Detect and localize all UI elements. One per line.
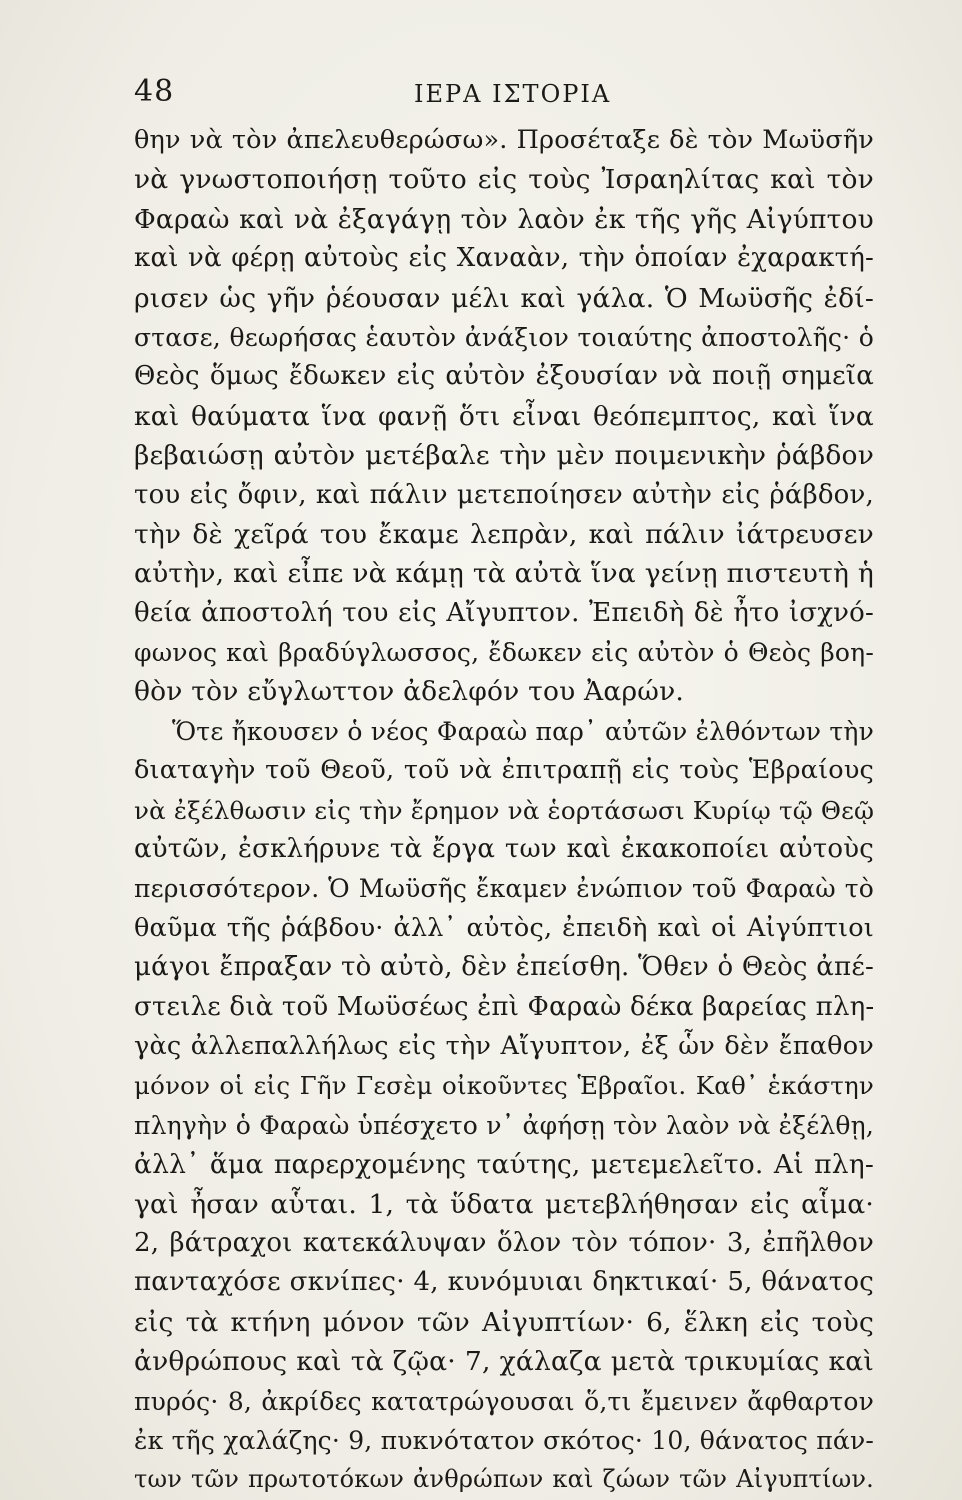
text-line: στειλε διὰ τοῦ Μωϋσέως ἐπὶ Φαραὼ δέκα βαρείας πλη- [134, 991, 875, 1022]
text-line: θὸν τὸν εὔγλωττον ἀδελφόν του Ἀαρών. [134, 676, 684, 708]
text-line: γαὶ ἦσαν αὗται. 1, τὰ ὕδατα μετεβλήθησαν εἰς αἷμα· [134, 1188, 874, 1220]
text-line: αὐτῶν, ἐσκλήρυνε τὰ ἔργα των καὶ ἐκακοποίει αὐτοὺς [134, 834, 874, 865]
text-line: βεβαιώσῃ αὐτὸν μετέβαλε τὴν μὲν ποιμενικὴν ῥάβδον [134, 440, 874, 472]
text-line: ἐκ τῆς χαλάζης· 9, πυκνότατον σκότος· 10, θάνατος πάν- [134, 1425, 874, 1455]
text-line: Ὅτε ἤκουσεν ὁ νέος Φαραὼ παρ᾽ αὐτῶν ἐλθόντων τὴν [172, 716, 874, 746]
text-line: του εἰς ὄφιν, καὶ πάλιν μετεποίησεν αὐτὴν εἰς ῥάβδον, [134, 479, 874, 510]
paragraph [134, 712, 874, 1500]
text-line: αὐτὴν, καὶ εἶπε νὰ κάμῃ τὰ αὐτὰ ἵνα γείνῃ πιστευτὴ ἡ [134, 558, 874, 590]
text-line: φωνος καὶ βραδύγλωσσος, ἔδωκεν εἰς αὐτὸν ὁ Θεὸς βοη- [134, 638, 874, 668]
page-number: 48 [134, 74, 175, 109]
text-line: των τῶν πρωτοτόκων ἀνθρώπων καὶ ζώων τῶν Αἰγυπτίων. [134, 1465, 874, 1494]
text-line: πανταχόσε σκνίπες· 4, κυνόμυιαι δηκτικαί· 5, θάνατος [134, 1267, 874, 1298]
text-line: ἀλλ᾽ ἅμα παρερχομένης ταύτης, μετεμελεῖτο. Αἱ πλη- [134, 1149, 874, 1181]
text-line: μόνον οἱ εἰς Γῆν Γεσὲμ οἰκοῦντες Ἑβραῖοι. Καθ᾽ ἑκάστην [134, 1071, 874, 1101]
body-text [134, 121, 874, 1500]
text-line: μάγοι ἔπραξαν τὸ αὐτὸ, δὲν ἐπείσθη. Ὅθεν ὁ Θεὸς ἀπέ- [134, 952, 874, 983]
text-line: καὶ θαύματα ἵνα φανῇ ὅτι εἶναι θεόπεμπτος, καὶ ἵνα [134, 400, 874, 432]
running-header [134, 72, 874, 116]
text-line: θεία ἀποστολή του εἰς Αἴγυπτον. Ἐπειδὴ δὲ ἦτο ἰσχνό- [134, 597, 874, 628]
text-line: πυρός· 8, ἀκρίδες κατατρώγουσαι ὅ,τι ἔμεινεν ἄφθαρτον [134, 1386, 874, 1416]
text-line: καὶ νὰ φέρῃ αὐτοὺς εἰς Χαναὰν, τὴν ὁποίαν ἐχαρακτή- [134, 243, 874, 274]
paragraph [134, 121, 874, 712]
text-line: γὰς ἀλλεπαλλήλως εἰς τὴν Αἴγυπτον, ἐξ ὧν δὲν ἔπαθον [134, 1030, 874, 1061]
text-line: θαῦμα τῆς ῥάβδου· ἀλλ᾽ αὐτὸς, ἐπειδὴ καὶ οἱ Αἰγύπτιοι [134, 912, 874, 943]
text-line: πληγὴν ὁ Φαραὼ ὑπέσχετο ν᾽ ἀφήσῃ τὸν λαὸν νὰ ἐξέλθῃ, [134, 1110, 874, 1140]
text-line: ρισεν ὡς γῆν ῥέουσαν μέλι καὶ γάλα. Ὁ Μωϋσῆς ἐδί- [134, 282, 874, 314]
text-line: 2, βάτραχοι κατεκάλυψαν ὅλον τὸν τόπον· 3, ἐπῆλθον [134, 1227, 874, 1258]
text-line: εἰς τὰ κτήνη μόνον τῶν Αἰγυπτίων· 6, ἕλκη εἰς τοὺς [134, 1306, 874, 1338]
text-line: νὰ ἐξέλθωσιν εἰς τὴν ἔρημον νὰ ἑορτάσωσι Κυρίῳ τῷ Θεῷ [134, 795, 875, 825]
running-title: ΙΕΡΑ ΙΣΤΟΡΙΑ [414, 80, 612, 108]
text-line: θην νὰ τὸν ἀπελευθερώσω». Προσέταξε δὲ τὸν Μωϋσῆν [134, 125, 874, 155]
text-line: ἀνθρώπους καὶ τὰ ζῷα· 7, χάλαζα μετὰ τρικυμίας καὶ [134, 1346, 874, 1378]
text-line: Θεὸς ὅμως ἔδωκεν εἰς αὐτὸν ἐξουσίαν νὰ ποιῇ σημεῖα [134, 361, 874, 392]
text-line: Φαραὼ καὶ νὰ ἐξαγάγῃ τὸν λαὸν ἐκ τῆς γῆς Αἰγύπτου [134, 203, 874, 235]
text-line: περισσότερον. Ὁ Μωϋσῆς ἔκαμεν ἐνώπιον τοῦ Φαραὼ τὸ [134, 874, 874, 904]
text-line: στασε, θεωρήσας ἑαυτὸν ἀνάξιον τοιαύτης ἀποστολῆς· ὁ [134, 322, 874, 352]
text-line: νὰ γνωστοποιήσῃ τοῦτο εἰς τοὺς Ἰσραηλίτας καὶ τὸν [134, 164, 874, 196]
text-line: διαταγὴν τοῦ Θεοῦ, τοῦ νὰ ἐπιτραπῇ εἰς τοὺς Ἑβραίους [134, 755, 874, 786]
text-line: τὴν δὲ χεῖρά του ἔκαμε λεπρὰν, καὶ πάλιν ἰάτρευσεν [134, 518, 874, 550]
